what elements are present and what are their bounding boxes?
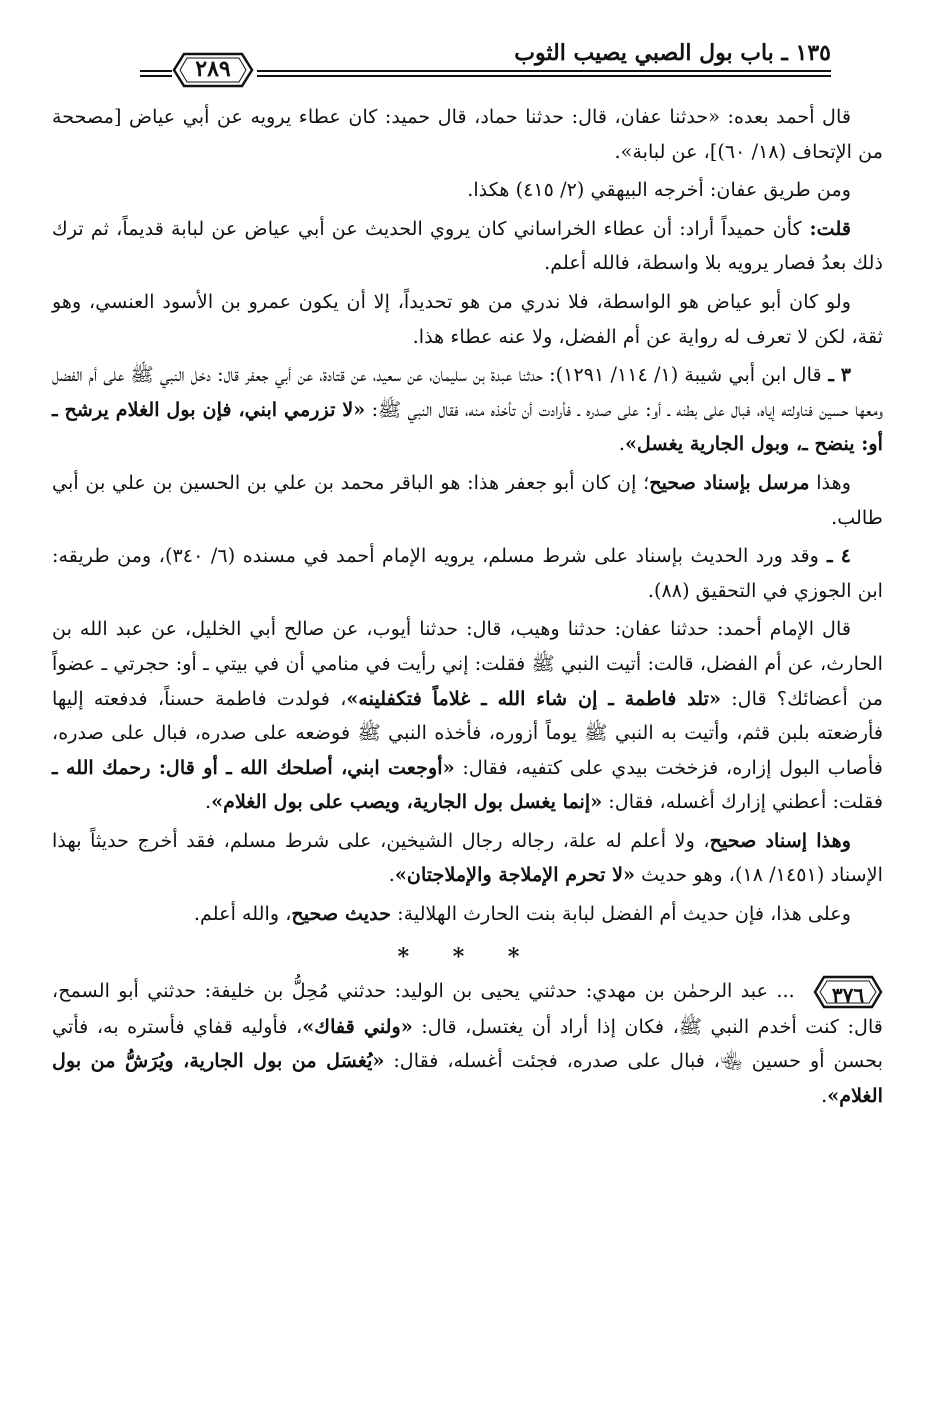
hadith-paragraph xyxy=(52,974,883,1114)
text-run: قال أحمد بعده: «حدثنا عفان، قال: حدثنا حماد، قال حميد: كان عطاء يرويه عن أبي عياض [مصححة من الإتحاف (١٨/ ٦٠)]، عن لبابة». xyxy=(52,105,883,163)
text-run: . xyxy=(204,790,212,814)
page-number-badge xyxy=(172,50,254,90)
text-run: ... عبد الرحمٰن بن مهدي: حدثني يحيى بن الوليد: حدثني مُحِلُّ بن خليفة: حدثني أبو السمح، قال: كنت أخدم النبي ﷺ، فكان إذا أراد أن يغتسل، قال: xyxy=(52,978,883,1038)
bold-text-run: «تلد فاطمة ـ إن شاء الله ـ غلاماً فتكفلينه» xyxy=(346,686,721,710)
paragraph xyxy=(52,285,883,354)
text-run: ، فولدت فاطمة حسناً، فدفعته إليها فأرضعته بلبن قثم، وأتيت به النبي ﷺ يوماً أزوره، فأخذه النبي ﷺ فوضعه على صدره، فبال على صدره، فأصاب البول إزاره، فزخخت بيدي على كتفيه، فقال: xyxy=(52,686,883,779)
bold-text-run: «أوجعت ابني، أصلحك الله ـ أو قال: رحمك الله ـ xyxy=(52,755,455,779)
paragraph xyxy=(52,358,883,462)
text-run: ، والله أعلم. xyxy=(193,902,292,926)
text-run: ولو كان أبو عياض هو الواسطة، فلا ندري من هو تحديداً، إلا أن يكون عمرو بن الأسود العنسي، وهو ثقة، لكن لا تعرف له رواية عن أم الفضل، ولا عنه عطاء هذا. xyxy=(52,289,883,348)
bold-text-run: «ولني قفاك» xyxy=(302,1014,413,1038)
text-run: ومن طريق عفان: أخرجه البيهقي (٢/ ٤١٥) هكذا. xyxy=(467,178,851,202)
bold-text-run: «لا تزرمي ابني، فإن بول الغلام يرشح ـ أو: ينضح ـ، وبول الجارية يغسل» xyxy=(52,397,883,456)
bold-text-run: وهذا إسناد صحيح xyxy=(709,828,851,852)
text-run: قال ابن أبي شيبة (١/ ١١٤/ ١٢٩١): حدثنا عبدة بن سليمان، عن سعيد، عن قتادة، عن أبي جعفر قال: دخل النبي ﷺ على أم الفضل ومعها حسين فناولته إياه، فبال على بطنه ـ أو: على صدره ـ فأرادت أن تأخذه منه، فقال النبي ﷺ: xyxy=(52,363,883,421)
paragraph xyxy=(52,212,883,281)
text-run: وعلى هذا، فإن حديث أم الفضل لبابة بنت الحارث الهلالية: xyxy=(391,902,851,926)
header-rule-left xyxy=(140,70,172,72)
bold-text-run: قلت: xyxy=(801,216,851,240)
paragraph xyxy=(52,466,883,535)
text-run: وقد ورد الحديث بإسناد على شرط مسلم، يرويه الإمام أحمد في مسنده (٦/ ٣٤٠)، ومن طريقه: ابن الجوزي في التحقيق (٨٨). xyxy=(52,544,883,602)
header-rule xyxy=(257,75,831,77)
text-run: وهذا xyxy=(809,470,852,494)
body-text xyxy=(52,100,883,932)
page-header xyxy=(52,0,883,100)
running-title: ١٣٥ ـ باب بول الصبي يصيب الثوب xyxy=(514,40,831,66)
text-run: ، ولا أعلم له علة، رجاله رجال الشيخين، على شرط مسلم، فقد أخرج حديثاً بهذا الإسناد (١٤٥١/ ١٨)، وهو حديث xyxy=(52,828,883,887)
text-run: . xyxy=(388,863,395,887)
bold-text-run: ٣ ـ xyxy=(821,363,851,387)
paragraph xyxy=(52,612,883,820)
text-run: . xyxy=(618,432,625,456)
text-run: ؛ إن كان أبو جعفر هذا: هو الباقر محمد بن علي بن الحسين بن علي بن أبي طالب. xyxy=(52,470,883,529)
bold-text-run: «يُغسَل من بول الجارية، ويُرَشُّ من بول الغلام» xyxy=(52,1049,883,1107)
hadith-block xyxy=(52,974,883,1114)
paragraph xyxy=(52,824,883,893)
hadith-number-badge xyxy=(813,974,883,1010)
section-separator: * * * xyxy=(397,943,538,970)
text-run: فقلت: أعطني إزارك أغسله، فقال: xyxy=(602,790,883,814)
text-run: قال الإمام أحمد: حدثنا عفان: حدثنا وهيب، قال: حدثنا أيوب، عن صالح أبي الخليل، عن عبد الله بن الحارث، عن أم الفضل، قالت: أتيت النبي ﷺ فقلت: إني رأيت في منامي أن في بيتي ـ أو: حجرتي ـ عضواً من أعضائك؟ قال: xyxy=(52,617,883,710)
page-number: ٢٨٩ xyxy=(195,56,231,82)
hadith-number: ٣٧٦ xyxy=(831,982,865,1007)
bold-text-run: مرسل بإسناد صحيح xyxy=(649,470,810,494)
paragraph xyxy=(52,539,883,608)
paragraph xyxy=(52,897,883,932)
text-run: . xyxy=(821,1083,828,1107)
header-rule-left xyxy=(140,75,172,77)
paragraph xyxy=(52,100,883,169)
bold-text-run: «إنما يغسل بول الجارية، ويصب على بول الغلام» xyxy=(211,790,603,814)
text-run: ، فأوليه قفاي فأستره به، فأتي بحسن أو حسين ﵄، فبال على صدره، فجئت أغسله، فقال: xyxy=(52,1014,883,1073)
header-rule xyxy=(257,70,831,72)
bold-text-run: «لا تحرم الإملاجة والإملاجتان» xyxy=(394,863,636,887)
text-run: كأن حميداً أراد: أن عطاء الخراساني كان يروي الحديث عن أبي عياض عن لبابة قديماً، ثم ترك ذلك بعدُ فصار يرويه بلا واسطة، فالله أعلم. xyxy=(52,216,883,275)
paragraph xyxy=(52,173,883,208)
bold-text-run: ٤ ـ xyxy=(818,544,851,568)
bold-text-run: حديث صحيح xyxy=(291,902,392,926)
